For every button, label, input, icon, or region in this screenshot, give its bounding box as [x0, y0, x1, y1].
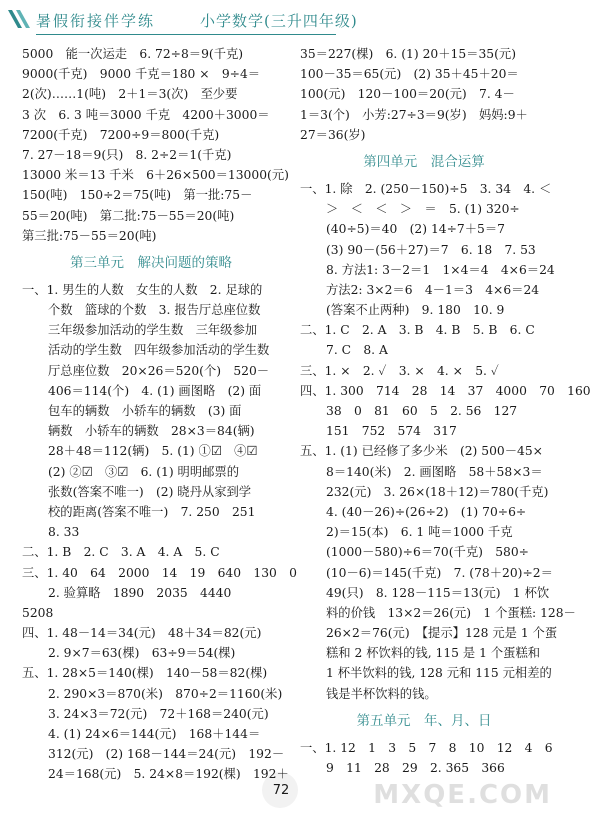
answer-line: 1 杯半饮料的钱, 128 元和 115 元相差的: [326, 666, 552, 681]
answer-line: 校的距离(答案不唯一) 7. 250 251: [48, 504, 256, 519]
answer-line: 232(元) 3. 26×(18＋12)＝780(千克): [326, 484, 549, 499]
answer-line: 第三批:75－55＝20(吨): [22, 228, 157, 243]
answer-line: 7. 27－18＝9(只) 8. 2÷2＝1(千克): [22, 147, 232, 162]
answer-line: 五、1. 28×5＝140(棵) 140－58＝82(棵): [22, 666, 268, 681]
answer-line: 26×2＝76(元) 【提示】128 元是 1 个蛋: [326, 626, 558, 641]
answer-line: (10－6)＝145(千克) 7. (78＋20)÷2＝: [326, 565, 553, 580]
book-logo-icon: [6, 6, 32, 32]
answer-line: (3) 90－(56＋27)＝7 6. 18 7. 53: [326, 242, 536, 257]
answer-line: 2)＝15(本) 6. 1 吨＝1000 千克: [326, 525, 513, 540]
answer-line: 1＝3(个) 小芳:27÷3＝9(岁) 妈妈:9＋: [300, 107, 528, 122]
answer-line: 7200(千克) 7200÷9＝800(千克): [22, 127, 220, 142]
header-rule: [36, 34, 336, 35]
answer-line: 55＝20(吨) 第二批:75－55＝20(吨): [22, 208, 235, 223]
answer-line: (2) ②☑ ③☑ 6. (1) 明明邮票的: [48, 464, 240, 479]
section-title-unit3: 第三单元 解决问题的策略: [70, 254, 232, 271]
answer-line: 包车的辆数 小轿车的辆数 (3) 面: [48, 404, 242, 418]
answer-line: 5000 能一次运走 6. 72÷8＝9(千克): [22, 47, 244, 61]
series-title: 暑假衔接伴学练: [36, 12, 156, 30]
answer-line: 3. 24×3＝72(元) 72＋168＝240(元): [48, 706, 269, 721]
answer-line: 24＝168(元) 5. 24×8＝192(棵) 192＋: [48, 767, 289, 782]
left-column: [22, 44, 297, 785]
answer-line: 一、1. 男生的人数 女生的人数 2. 足球的: [22, 282, 263, 297]
answer-line: 100－35＝65(元) (2) 35＋45＋20＝: [300, 67, 519, 82]
answer-line: 五、1. (1) 已经修了多少米 (2) 500－45×: [300, 444, 543, 459]
right-column: [300, 44, 591, 778]
answer-line: 8. 方法1: 3－2＝1 1×4＝4 4×6＝24: [326, 262, 555, 277]
answer-line: 张数(答案不唯一) (2) 晓丹从家到学: [48, 484, 252, 499]
answer-line: 2(次)……1(吨) 2＋1＝3(次) 至少要: [22, 87, 238, 102]
answer-line: 二、1. B 2. C 3. A 4. A 5. C: [22, 545, 220, 560]
answer-line: 一、1. 除 2. (250－150)÷5 3. 34 4. ＜: [300, 181, 552, 196]
answer-line: 406＝114(个) 4. (1) 画图略 (2) 面: [48, 383, 262, 398]
answer-line: 3 次 6. 3 吨＝3000 千克 4200＋3000＝: [22, 107, 270, 122]
answer-line: 三、1. × 2. ✓ 3. × 4. × 5. ✓: [300, 363, 499, 378]
answer-line: 活动的学生数 四年级参加活动的学生数: [48, 343, 270, 358]
answer-line: 二、1. C 2. A 3. B 4. B 5. B 6. C: [300, 323, 535, 338]
answer-line: 8＝140(米) 2. 画图略 58＋58×3＝: [326, 464, 543, 479]
answer-line: 28＋48＝112(辆) 5. (1) ①☑ ④☑: [48, 444, 258, 459]
answer-line: 方法2: 3×2＝6 4－1＝3 4×6＝24: [326, 282, 540, 297]
answer-line: ＞ ＜ ＜ ＞ ＝ 5. (1) 320÷: [326, 202, 520, 217]
answer-line: 27＝36(岁): [300, 127, 366, 142]
answer-line: 35＝227(棵) 6. (1) 20＋15＝35(元): [300, 47, 517, 61]
answer-line: 糕和 2 杯饮料的钱, 115 是 1 个蛋糕和: [326, 646, 541, 661]
answer-line: 4. (40－26)÷(26÷2) (1) 70÷6÷: [326, 504, 527, 519]
grade-label: 小学数学(三升四年级): [200, 12, 358, 30]
answer-line: 38 0 81 60 5 2. 56 127: [326, 404, 518, 418]
answer-line: 厅总座位数 20×26＝520(个) 520－: [48, 363, 270, 378]
answer-line: (答案不止两种) 9. 180 10. 9: [326, 303, 505, 318]
answer-line: 9000(千克) 9000 千克＝180 × 9÷4＝: [22, 67, 261, 82]
answer-line: 三年级参加活动的学生数 三年级参加: [48, 323, 258, 338]
answer-line: 49(只) 8. 128－115＝13(元) 1 杯饮: [326, 585, 550, 600]
answer-line: 13000 米＝13 千米 6＋26×500＝13000(元): [22, 168, 289, 183]
answer-line: 8. 33: [48, 525, 80, 540]
answer-line: 个数 篮球的个数 3. 报告厅总座位数: [48, 303, 261, 318]
section-title-unit4: 第四单元 混合运算: [363, 153, 485, 170]
answer-line: (40÷5)＝40 (2) 14÷7＋5＝7: [326, 222, 505, 237]
answer-line: 150(吨) 150÷2＝75(吨) 第一批:75－: [22, 188, 253, 203]
answer-line: 钱是半杯饮料的钱。: [326, 686, 437, 701]
page-header: [0, 0, 560, 40]
answer-line: 2. 验算略 1890 2035 4440: [48, 585, 232, 600]
answer-line: 7. C 8. A: [326, 343, 388, 358]
answer-line: 5208: [22, 605, 54, 620]
answer-line: 料的价钱 13×2＝26(元) 1 个蛋糕: 128－: [326, 605, 576, 620]
answer-line: 一、1. 12 1 3 5 7 8 10 12 4 6: [300, 740, 553, 755]
answer-line: 2. 290×3＝870(米) 870÷2＝1160(米): [48, 686, 283, 701]
answer-line: (1000－580)÷6＝70(千克) 580÷: [326, 545, 529, 560]
watermark-logo: MXQE.COM: [373, 780, 552, 810]
page-number: 72: [268, 778, 294, 804]
answer-line: 辆数 小轿车的辆数 28×3＝84(辆): [48, 424, 255, 439]
section-title-unit5: 第五单元 年、月、日: [356, 712, 492, 729]
answer-line: 151 752 574 317: [326, 424, 457, 439]
answer-line: 三、1. 40 64 2000 14 19 640 130 0: [22, 565, 297, 580]
answer-line: 四、1. 300 714 28 14 37 4000 70 160: [300, 383, 591, 398]
answer-line: 四、1. 48－14＝34(元) 48＋34＝82(元): [22, 626, 262, 641]
answer-line: 9 11 28 29 2. 365 366: [326, 761, 505, 775]
answer-line: 100(元) 120－100＝20(元) 7. 4－: [300, 87, 515, 102]
answer-line: 2. 9×7＝63(棵) 63÷9＝54(棵): [48, 646, 236, 661]
answer-line: 4. (1) 24×6＝144(元) 168＋144＝: [48, 727, 261, 741]
answer-line: 312(元) (2) 168－144＝24(元) 192－: [48, 747, 285, 762]
